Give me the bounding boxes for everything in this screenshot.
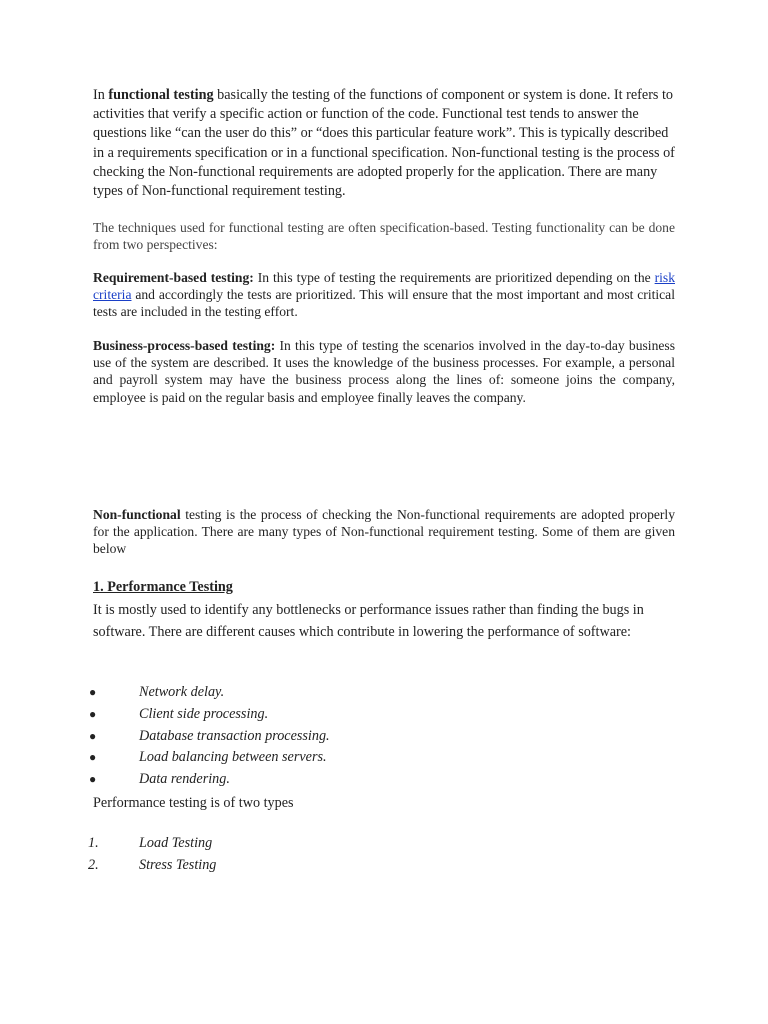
- techniques-paragraph: The techniques used for functional testing are often specification-based. Testing functionality can be done from two perspectives:: [93, 220, 675, 252]
- non-functional-text: testing is the process of checking the Non-functional requirements are adopted properly for the application. There are many types of Non-functional requirement testing. Some of them are given below: [93, 507, 675, 557]
- list-item-text: Load Testing: [139, 835, 213, 851]
- list-item: [88, 704, 648, 726]
- performance-causes-list: [88, 682, 648, 791]
- list-item: [88, 726, 648, 748]
- requirement-based-title: Requirement-based testing:: [93, 270, 254, 285]
- list-item: [88, 855, 648, 877]
- bullet-icon: ●: [89, 772, 97, 787]
- list-item: [88, 833, 648, 855]
- business-process-text: In this type of testing the scenarios involved in the day-to-day business use of the system are described. It uses the knowledge of the business processes. For example, a personal and payroll system may have the business process along the lines of: someone joins the company, employee is paid on the regular basis and employee finally leaves the company.: [93, 338, 675, 405]
- list-item-text: Client side processing.: [139, 705, 269, 722]
- requirement-based-text-before: In this type of testing the requirements are prioritized depending on the: [253, 270, 655, 285]
- intro-bold-term: functional testing: [108, 87, 214, 103]
- intro-prefix: In: [93, 87, 109, 103]
- list-item-text: Load balancing between servers.: [139, 749, 327, 766]
- list-item-text: Data rendering.: [139, 771, 230, 788]
- requirement-based-paragraph: [93, 269, 675, 321]
- list-item: [88, 747, 648, 769]
- list-item: [88, 682, 648, 704]
- intro-paragraph: [93, 86, 675, 201]
- bullet-icon: ●: [89, 706, 97, 721]
- requirement-based-text-after: and accordingly the tests are prioritized. This will ensure that the most important and most critical tests are included in the testing effort.: [93, 287, 675, 320]
- performance-description: It is mostly used to identify any bottlenecks or performance issues rather than finding the bugs in software. There are different causes which contribute in lowering the performance of software:: [93, 602, 644, 640]
- non-functional-paragraph: [93, 506, 675, 558]
- bullet-icon: ●: [89, 750, 97, 765]
- performance-types-list: [88, 833, 648, 877]
- bullet-icon: ●: [89, 685, 97, 699]
- non-functional-bold-term: Non-functional: [93, 507, 181, 522]
- list-item-text: Network delay.: [139, 684, 225, 700]
- list-item: [88, 769, 648, 791]
- intro-text: basically the testing of the functions of component or system is done. It refers to activities that verify a specific action or function of the code. Functional test tends to answer the questions like “can the user do this” or “does this particular feature work”. This is typically described in a requirements specification or in a functional specification. Non-functional testing is the process of checking the Non-functional requirements are adopted properly for the application. There are many types of Non-functional requirement testing.: [93, 87, 675, 200]
- list-number: 2.: [88, 856, 99, 873]
- list-number: 1.: [88, 835, 99, 851]
- bullet-icon: ●: [89, 728, 97, 743]
- performance-types-intro: Performance testing is of two types: [93, 795, 294, 811]
- list-item-text: Database transaction processing.: [139, 727, 330, 744]
- performance-heading: 1. Performance Testing: [93, 579, 233, 595]
- risk-criteria-link[interactable]: risk criteria: [93, 270, 675, 303]
- business-process-title: Business-process-based testing:: [93, 338, 276, 353]
- list-item-text: Stress Testing: [139, 856, 217, 873]
- business-process-paragraph: [93, 337, 675, 406]
